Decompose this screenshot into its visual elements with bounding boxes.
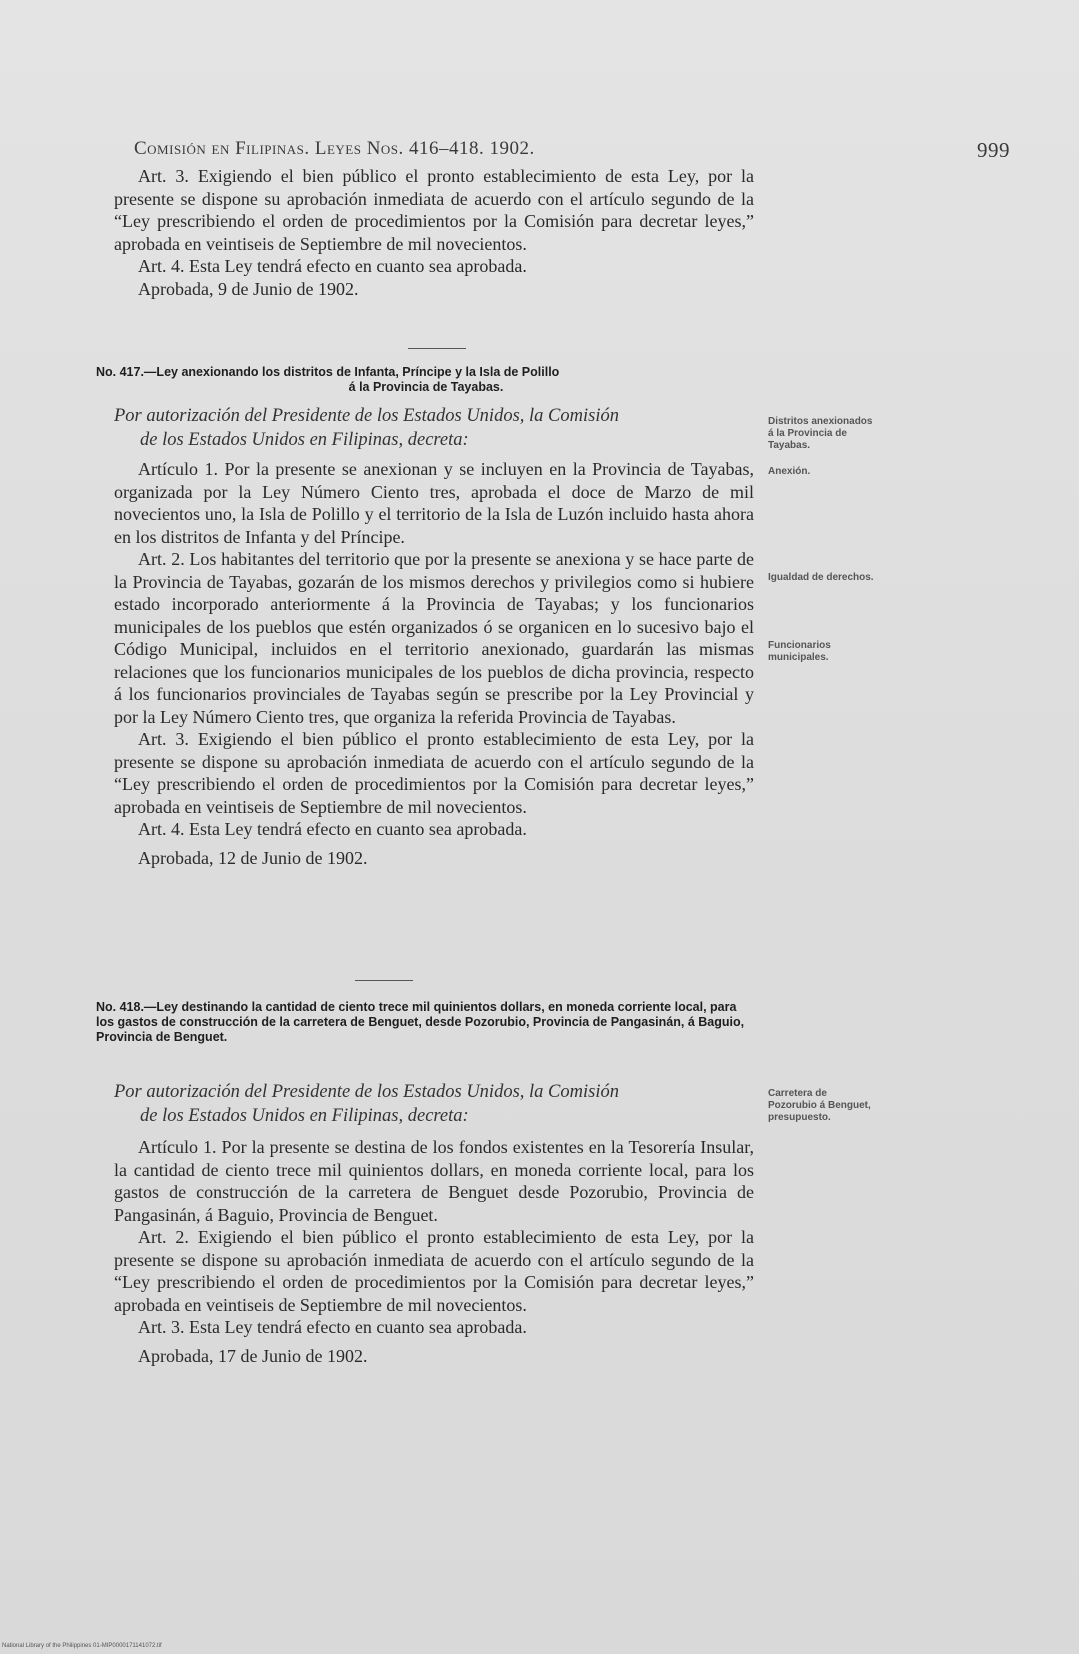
law418-enact-line1: Por autorización del Presidente de los Estados Unidos, la Comisión bbox=[114, 1082, 619, 1102]
law416-art3: Art. 3. Exigiendo el bien público el pronto establecimiento de esta Ley, por la presente se dispone su aprobación inmediata de acuerdo con el artículo segundo de la “Ley prescribiendo el orden de procedimientos por la Comisión para decretar leyes,” aprobada en veintiseis de Septiembre de mil novecientos. bbox=[114, 166, 754, 254]
page-number: 999 bbox=[977, 138, 1010, 162]
law-417-heading bbox=[96, 365, 756, 395]
law-417-body bbox=[114, 458, 754, 869]
running-title: Comisión en Filipinas. Leyes Nos. 416–418. 1902. bbox=[134, 138, 535, 159]
law418-approved: Aprobada, 17 de Junio de 1902. bbox=[138, 1345, 368, 1366]
law417-enact-line2: de los Estados Unidos en Filipinas, decreta: bbox=[140, 430, 469, 450]
sidenote-distritos: Distritos anexionados á la Provincia de Tayabas. bbox=[768, 416, 873, 451]
scan-source-footer: National Library of the Philippines 01-MIP0000171141072.tif bbox=[2, 1643, 162, 1649]
sidenote-anexion: Anexión. bbox=[768, 466, 811, 477]
law-418-body bbox=[114, 1136, 754, 1367]
law417-art1: Artículo 1. Por la presente se anexionan y se incluyen en la Provincia de Tayabas, organizada por la Ley Número Ciento tres, aprobada el doce de Marzo de mil novecientos uno, la Isla de Polillo y el territorio de la Isla de Luzón incluido hasta ahora en los distritos de Infanta y del Príncipe. bbox=[114, 459, 754, 547]
law417-heading-line1: No. 417.—Ley anexionando los distritos de Infanta, Príncipe y la Isla de Polillo bbox=[96, 365, 560, 379]
sidenote-carretera: Carretera de Pozorubio á Benguet, presupuesto. bbox=[768, 1088, 871, 1123]
law-418-enacting-clause bbox=[114, 1080, 754, 1128]
law-416-tail bbox=[114, 165, 754, 300]
law416-approved: Aprobada, 9 de Junio de 1902. bbox=[138, 278, 359, 299]
section-divider bbox=[408, 348, 466, 349]
law417-enact-line1: Por autorización del Presidente de los Estados Unidos, la Comisión bbox=[114, 406, 619, 426]
law-418-heading: No. 418.—Ley destinando la cantidad de ciento trece mil quinientos dollars, en moneda corriente local, para los gastos de construcción de la carretera de Benguet, desde Pozorubio, Provincia de Pangasinán, á Baguio, Provincia de Benguet. bbox=[96, 1000, 745, 1044]
law417-art2: Art. 2. Los habitantes del territorio que por la presente se anexiona y se hace parte de la Provincia de Tayabas, gozarán de los mismos derechos y privilegios como si hubiere estado incorporado anteriormente á la Provincia de Tayabas; y los funcionarios municipales de los pueblos que estén organizados ó se organicen en lo sucesivo bajo el Código Municipal, incluidos en el territorio anexionado, guardarán las mismas relaciones que los funcionarios municipales de los pueblos de dicha provincia, respecto á los funcionarios provinciales de Tayabas según se prescribe por la Ley Provincial y por la Ley Número Ciento tres, que organiza la referida Provincia de Tayabas. bbox=[114, 549, 754, 727]
law418-art3: Art. 3. Esta Ley tendrá efecto en cuanto sea aprobada. bbox=[138, 1317, 527, 1337]
law418-art2: Art. 2. Exigiendo el bien público el pronto establecimiento de esta Ley, por la presente se dispone su aprobación inmediata de acuerdo con el artículo segundo de la “Ley prescribiendo el orden de procedimientos por la Comisión para decretar leyes,” aprobada en veintiseis de Septiembre de mil novecientos. bbox=[114, 1227, 754, 1315]
section-divider bbox=[355, 980, 413, 981]
law417-approved: Aprobada, 12 de Junio de 1902. bbox=[138, 847, 368, 868]
sidenote-funcionarios: Funcionarios municipales. bbox=[768, 640, 831, 663]
sidenote-igualdad: Igualdad de derechos. bbox=[768, 572, 874, 583]
law416-art4: Art. 4. Esta Ley tendrá efecto en cuanto sea aprobada. bbox=[138, 256, 527, 276]
law417-art4: Art. 4. Esta Ley tendrá efecto en cuanto sea aprobada. bbox=[138, 819, 527, 839]
law-417-enacting-clause bbox=[114, 404, 754, 452]
law417-heading-line2: á la Provincia de Tayabas. bbox=[348, 380, 504, 394]
law418-art1: Artículo 1. Por la presente se destina de los fondos existentes en la Tesorería Insular, la cantidad de ciento trece mil quinientos dollars, en moneda corriente local, para los gastos de construcción de la carretera de Benguet desde Pozorubio, Provincia de Pangasinán, á Baguio, Provincia de Benguet. bbox=[114, 1137, 754, 1225]
law418-enact-line2: de los Estados Unidos en Filipinas, decreta: bbox=[140, 1106, 469, 1126]
law417-art3: Art. 3. Exigiendo el bien público el pronto establecimiento de esta Ley, por la presente se dispone su aprobación inmediata de acuerdo con el artículo segundo de la “Ley prescribiendo el orden de procedimientos por la Comisión para decretar leyes,” aprobada en veintiseis de Septiembre de mil novecientos. bbox=[114, 729, 754, 817]
